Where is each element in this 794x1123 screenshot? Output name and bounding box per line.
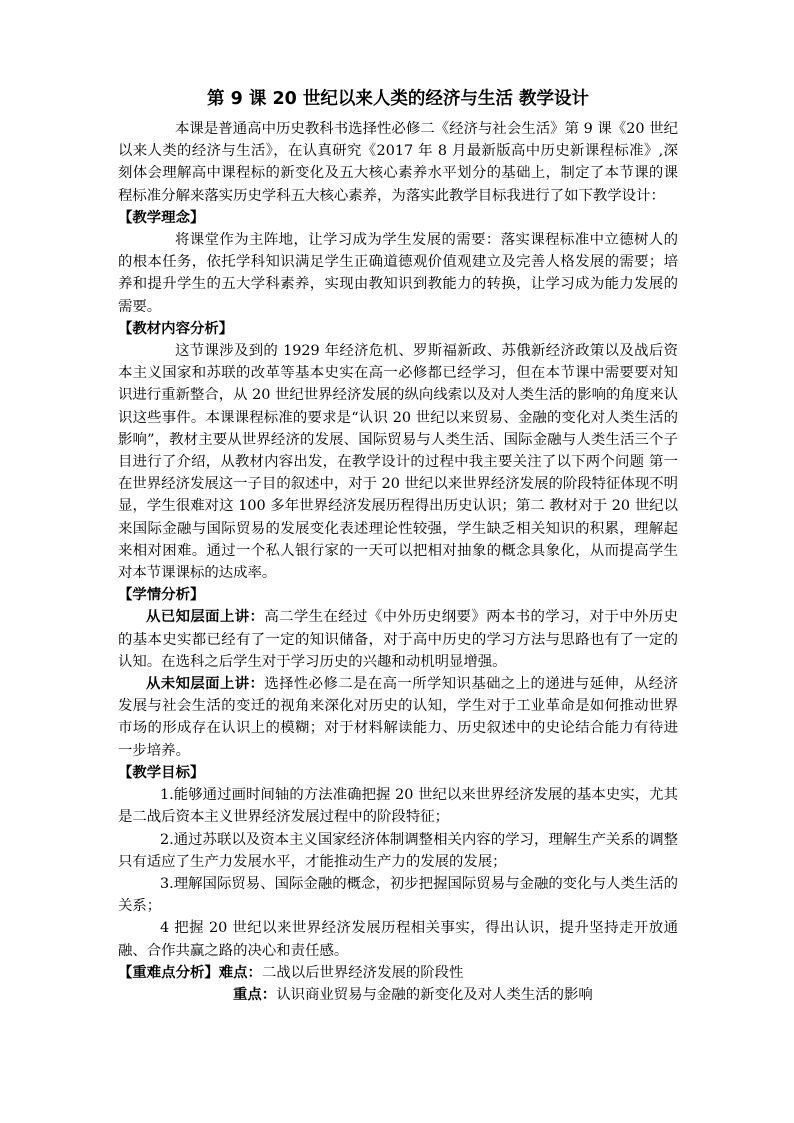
- key-text: 认识商业贸易与金融的新变化及对人类生活的影响: [276, 986, 593, 1003]
- keypoints-key-line: [118, 984, 678, 1006]
- students-unknown-paragraph: [118, 673, 678, 762]
- objective-item: 3.理解国际贸易、国际金融的概念，初步把握国际贸易与金融的变化与人类生活的关系；: [118, 875, 678, 915]
- document-page: [118, 86, 678, 1006]
- document-title: 第 9 课 20 世纪以来人类的经济与生活 教学设计: [207, 89, 589, 109]
- section-heading-concept: 【教学理念】: [118, 208, 205, 226]
- section-heading-keypoints: 【重难点分析】: [118, 963, 219, 981]
- difficult-text: 二战以后世界经济发展的阶段性: [261, 964, 464, 981]
- section-heading-students: 【学情分析】: [118, 586, 205, 604]
- objective-item: 1.能够通过画时间轴的方法准确把握 20 世纪以来世界经济发展的基本史实，尤其是二战后资本主义世界经济发展过程中的阶段特征；: [118, 787, 678, 826]
- section-heading-material: 【教材内容分析】: [118, 319, 234, 337]
- students-known-lead: 从已知层面上讲：: [146, 608, 265, 626]
- intro-paragraph: 本课是普通高中历史教科书选择性必修二《经济与社会生活》第 9 课《20 世纪以来人类的经济与生活》，在认真研究《2017 年 8 月最新版高中历史新课程标准》,深刻体会理解高中课程标的新变化及五大核心素养水平划分的基础上，制定了本节课的课程标准分解来落实历史学科五大核心素养，为落实此教学目标我进行了如下教学设计：: [118, 121, 678, 204]
- students-known-paragraph: [118, 606, 678, 673]
- students-unknown-lead: 从未知层面上讲：: [146, 675, 265, 693]
- students-known-body: 高二学生在经过《中外历史纲要》两本书的学习，对于中外历史的基本史实都已经有了一定的知识储备，对于高中历史的学习方法与思路也有了一定的认知。在选科之后学生对于学习历史的兴趣和动机明显增强。: [118, 609, 678, 670]
- students-unknown-body: 选择性必修二是在高一所学知识基础之上的递进与延伸，从经济发展与社会生活的变迁的视角来深化对历史的认知，学生对于工业革命是如何推动世界市场的形成存在认识上的模糊；对于材料解读能力、历史叙述中的史论结合能力有待进一步培养。: [118, 676, 678, 759]
- key-label: 重点：: [233, 985, 277, 1003]
- objective-item: 2.通过苏联以及资本主义国家经济体制调整相关内容的学习，理解生产关系的调整只有适应了生产力发展水平，才能推动生产力的发展的发展；: [118, 831, 678, 870]
- section-heading-objectives: 【教学目标】: [118, 763, 205, 781]
- concept-paragraph: 将课堂作为主阵地，让学习成为学生发展的需要：落实课程标准中立德树人的的根本任务，依托学科知识满足学生正确道德观价值观建立及完善人格发展的需要；培养和提升学生的五大学科素养，实现由教知识到教能力的转换，让学习成为能力发展的需要。: [118, 232, 678, 315]
- material-paragraph: 这节课涉及到的 1929 年经济危机、罗斯福新政、苏俄新经济政策以及战后资本主义国家和苏联的改革等基本史实在高一必修都已经学习，但在本节课中需要要对知识进行重新整合，从 20 世纪世界经济发展的纵向线索以及对人类生活的影响的角度来认识这些事件。本课课程标准的要求是“认识 20 世纪以来贸易、金融的变化对人类生活的影响”，教材主要从世界经济的发展、国际贸易与人类生活、国际金融与人类生活三个子目进行了介绍，从教材内容出发，在教学设计的过程中我主要关注了以下两个问题 第一 在世界经济发展这一子目的叙述中，对于 20 世纪以来世界经济发展的阶段特征体现不明显，学生很难对这 100 多年世界经济发展历程得出历史认识；第二 教材对于 20 世纪以来国际金融与国际贸易的发展变化表述理论性较强，学生缺乏相关知识的积累，理解起来相对困难。通过一个私人银行家的一天可以把相对抽象的概念具象化，从而提高学生对本节课课标的达成率。: [118, 343, 678, 582]
- keypoints-difficult-line: [118, 962, 678, 984]
- objective-item: 4 把握 20 世纪以来世界经济发展历程相关事实，得出认识，提升坚持走开放通融、合作共赢之路的决心和责任感。: [118, 920, 678, 959]
- difficult-label: 难点：: [218, 963, 262, 981]
